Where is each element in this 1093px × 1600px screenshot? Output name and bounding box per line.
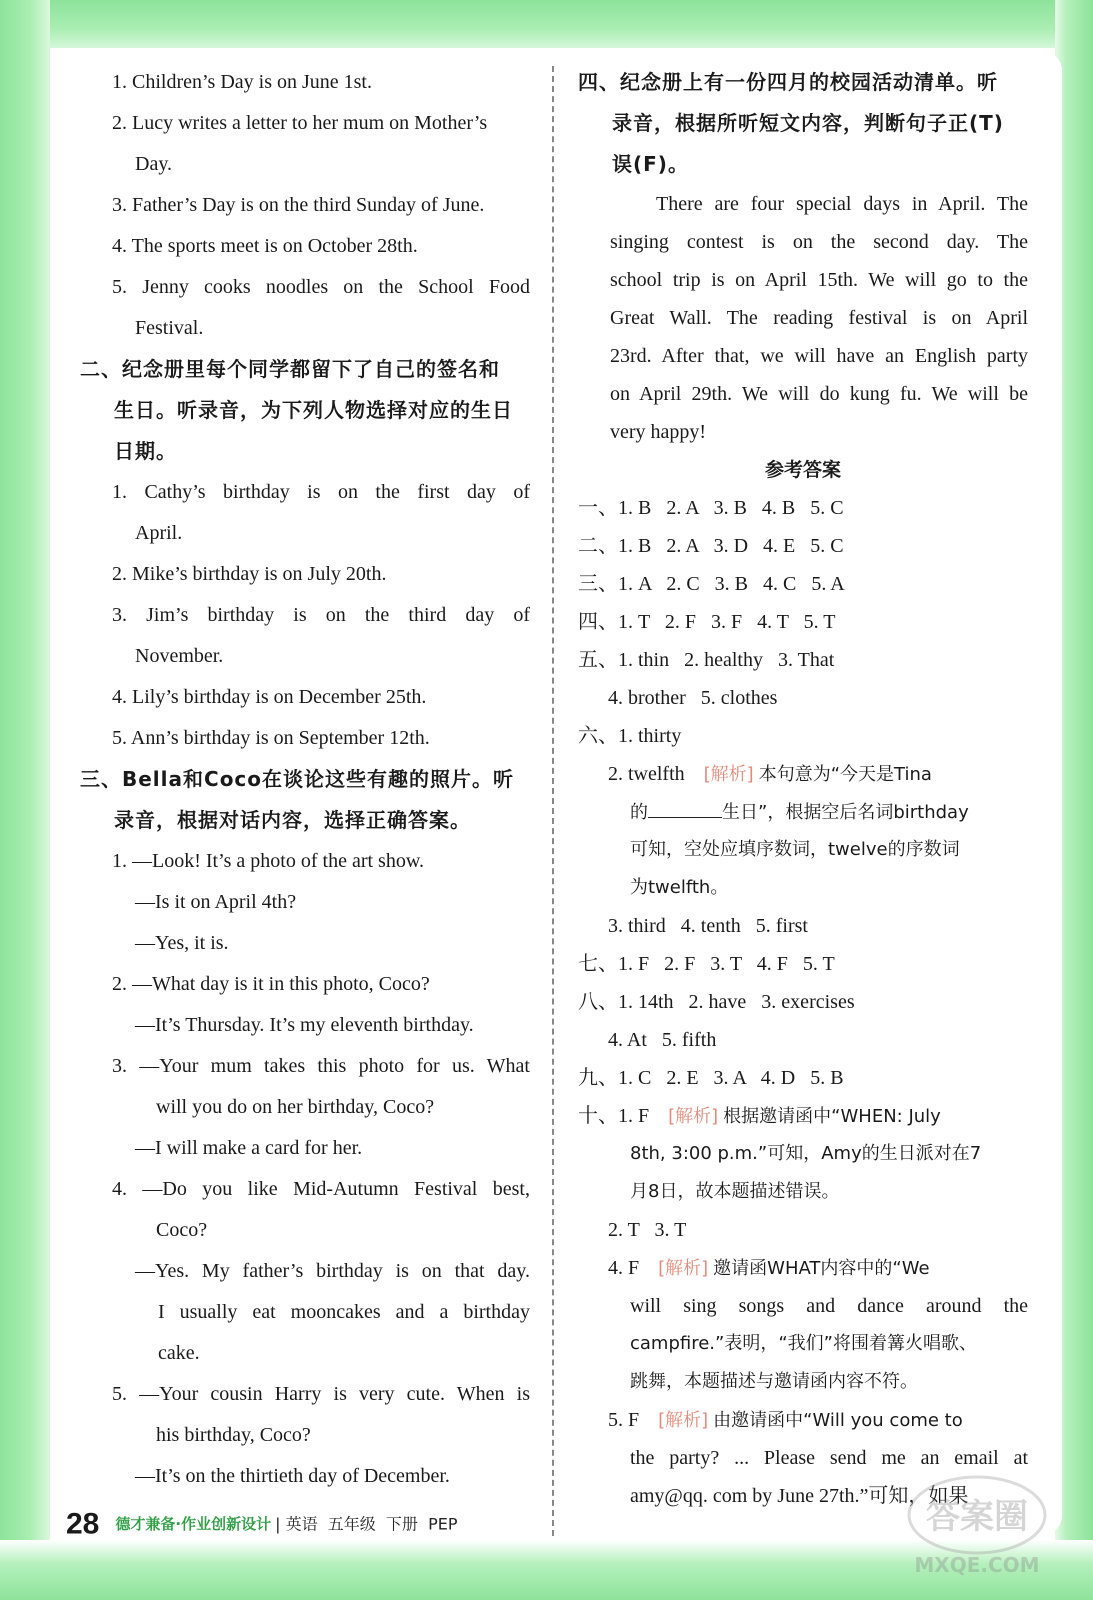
passage-line: on April 29th. We will do kung fu. We will be (610, 383, 1028, 405)
answer-row: 4. brother 5. clothes (608, 687, 778, 709)
dialogue-line: —Yes. My father’s birthday is on that day. (135, 1260, 530, 1282)
dialogue-line: —I will make a card for her. (135, 1137, 363, 1159)
dialogue-line: will you do on her birthday, Coco? (156, 1096, 435, 1118)
script-line: 5. Jenny cooks noodles on the School Food (112, 276, 530, 298)
explanation-text: 生日”，根据空后名词birthday (722, 802, 969, 823)
explanation-line: 8th, 3:00 p.m.”可知，Amy的生日派对在7 (630, 1143, 982, 1164)
script-line: 4. The sports meet is on October 28th. (112, 235, 418, 257)
section-heading: 生日。听录音，为下列人物选择对应的生日 (114, 398, 513, 422)
explanation-line: amy@qq. com by June 27th.”可知，如果 (630, 1485, 969, 1507)
script-line: Festival. (135, 317, 204, 339)
dialogue-line: 1. —Look! It’s a photo of the art show. (112, 850, 424, 872)
passage-line: school trip is on April 15th. We will go to the (610, 269, 1028, 291)
page-border-left (0, 0, 50, 1600)
script-line: November. (135, 645, 224, 667)
section-heading: 录音，根据所听短文内容，判断句子正(T) (612, 111, 1004, 135)
book-info: 英语 五年级 下册 PEP (285, 1514, 458, 1534)
answer-explanation (578, 1401, 1028, 1439)
passage-line: 23rd. After that, we will have an English party (610, 345, 1028, 367)
answer-row: 3. third 4. tenth 5. first (608, 915, 808, 937)
answer-explanation (578, 755, 1028, 793)
answer-row: 六、1. thirty (578, 725, 682, 747)
script-line: Day. (135, 153, 173, 175)
explanation-text: 的 (630, 802, 648, 823)
series-brand: 德才兼备·作业创新设计 (115, 1515, 272, 1534)
script-line: 1. Children’s Day is on June 1st. (112, 71, 372, 93)
page-border-top (0, 0, 1093, 48)
script-line: 4. Lily’s birthday is on December 25th. (112, 686, 427, 708)
answer-row: 九、1. C 2. E 3. A 4. D 5. B (578, 1067, 844, 1089)
right-column (578, 62, 1028, 1515)
script-line: 3. Jim’s birthday is on the third day of (112, 604, 530, 626)
dialogue-line: 3. —Your mum takes this photo for us. What (112, 1055, 530, 1077)
section-heading: 录音，根据对话内容，选择正确答案。 (114, 808, 471, 832)
dialogue-line: —It’s on the thirtieth day of December. (135, 1465, 450, 1487)
answer-number: 5. F (608, 1409, 640, 1431)
dialogue-line: —Yes, it is. (135, 932, 229, 954)
explanation-tag: [解析] (668, 1106, 719, 1127)
answer-explanation (578, 1249, 1028, 1287)
column-divider (552, 66, 554, 1536)
script-line: 2. Lucy writes a letter to her mum on Mother’s (112, 112, 488, 134)
explanation-line: 跳舞，本题描述与邀请函内容不符。 (630, 1371, 918, 1392)
section-heading: 二、纪念册里每个同学都留下了自己的签名和 (80, 357, 500, 381)
answer-number: 4. F (608, 1257, 640, 1279)
fill-blank (648, 795, 722, 818)
dialogue-line: his birthday, Coco? (156, 1424, 311, 1446)
script-line: 2. Mike’s birthday is on July 20th. (112, 563, 387, 585)
answer-row: 2. T 3. T (608, 1219, 687, 1241)
answer-row: 五、1. thin 2. healthy 3. That (578, 649, 835, 671)
dialogue-line: cake. (158, 1342, 200, 1364)
explanation-line: 可知，空处应填序数词，twelve的序数词 (630, 839, 960, 860)
watermark-logo (902, 1470, 1052, 1580)
dialogue-line: 5. —Your cousin Harry is very cute. When is (112, 1383, 530, 1405)
explanation-tag: [解析] (703, 764, 754, 785)
answer-row: 二、1. B 2. A 3. D 4. E 5. C (578, 535, 844, 557)
explanation-text: 由邀请函中“Will you come to (713, 1410, 963, 1431)
script-line: April. (135, 522, 183, 544)
script-line: 3. Father’s Day is on the third Sunday of June. (112, 194, 485, 216)
answer-row: 七、1. F 2. F 3. T 4. F 5. T (578, 953, 835, 975)
explanation-line: 月8日，故本题描述错误。 (630, 1181, 840, 1202)
answer-number: 2. twelfth (608, 763, 685, 785)
watermark-site: MXQE.COM (914, 1553, 1040, 1577)
dialogue-line: 4. —Do you like Mid-Autumn Festival best, (112, 1178, 530, 1200)
dialogue-line: 2. —What day is it in this photo, Coco? (112, 973, 430, 995)
answer-row: 4. At 5. fifth (608, 1029, 717, 1051)
section-heading: 误(F)。 (612, 152, 689, 176)
watermark-text: 答案圈 (926, 1497, 1028, 1537)
explanation-line (578, 793, 1028, 831)
explanation-text: 本句意为“今天是Tina (758, 764, 932, 785)
passage-line: singing contest is on the second day. The (610, 231, 1028, 253)
script-line: 5. Ann’s birthday is on September 12th. (112, 727, 430, 749)
answer-explanation (578, 1097, 1028, 1135)
answer-key-title: 参考答案 (764, 459, 841, 481)
explanation-text: 根据邀请函中“WHEN: July (723, 1106, 941, 1127)
passage-line: very happy! (610, 421, 707, 443)
explanation-tag: [解析] (658, 1258, 709, 1279)
answer-row: 四、1. T 2. F 3. F 4. T 5. T (578, 611, 836, 633)
explanation-tag: [解析] (658, 1410, 709, 1431)
dialogue-line: —It’s Thursday. It’s my eleventh birthday. (135, 1014, 474, 1036)
left-column (80, 62, 530, 1497)
page-footer (66, 1504, 458, 1544)
explanation-line: the party? ... Please send me an email at (630, 1447, 1028, 1469)
passage-line: Great Wall. The reading festival is on April (610, 307, 1028, 329)
passage-line: There are four special days in April. The (656, 193, 1028, 215)
dialogue-line: —Is it on April 4th? (135, 891, 297, 913)
page-number: 28 (66, 1507, 100, 1541)
answer-row: 一、1. B 2. A 3. B 4. B 5. C (578, 497, 844, 519)
answer-row: 八、1. 14th 2. have 3. exercises (578, 991, 855, 1013)
section-heading: 日期。 (114, 439, 177, 463)
explanation-line: campfire.”表明，“我们”将围着篝火唱歌、 (630, 1333, 977, 1354)
dialogue-line: Coco? (156, 1219, 208, 1241)
script-line: 1. Cathy’s birthday is on the first day of (112, 481, 530, 503)
answer-number: 十、1. F (578, 1105, 650, 1127)
section-heading: 三、Bella和Coco在谈论这些有趣的照片。听 (80, 767, 515, 791)
section-heading: 四、纪念册上有一份四月的校园活动清单。听 (578, 70, 998, 94)
explanation-text: 邀请函WHAT内容中的“We (713, 1258, 930, 1279)
footer-divider: | (275, 1514, 286, 1534)
dialogue-line: I usually eat mooncakes and a birthday (158, 1301, 530, 1323)
explanation-line: will sing songs and dance around the (630, 1295, 1028, 1317)
explanation-line: 为twelfth。 (630, 877, 729, 898)
answer-row: 三、1. A 2. C 3. B 4. C 5. A (578, 573, 845, 595)
